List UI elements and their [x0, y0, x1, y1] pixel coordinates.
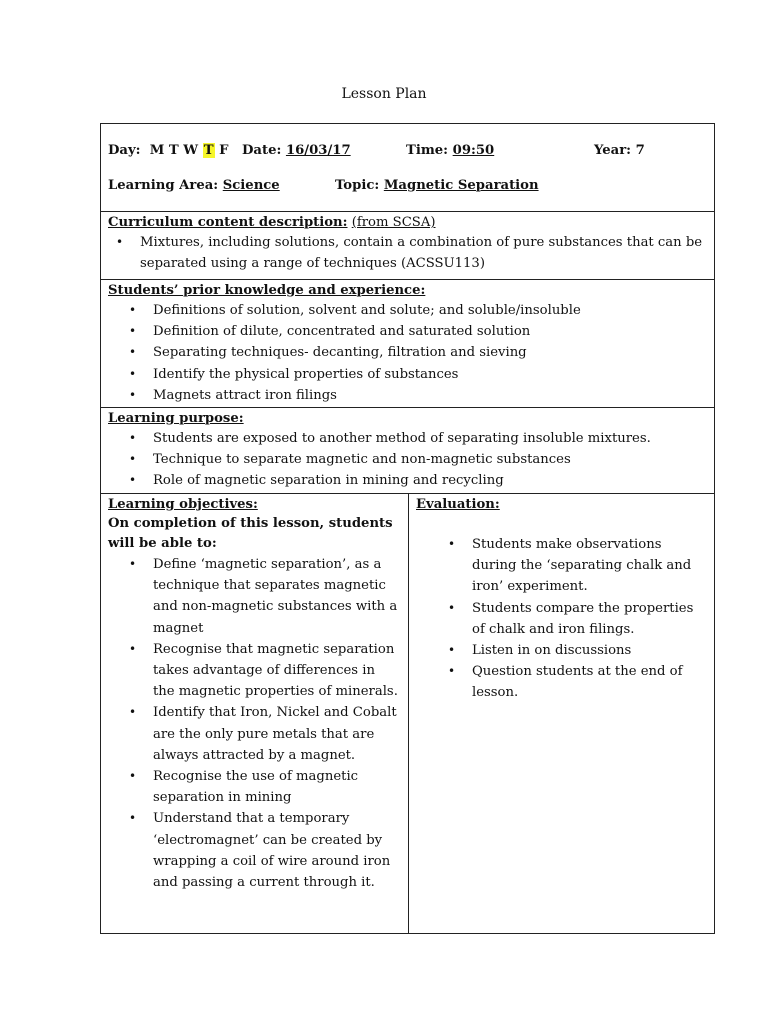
day-label: Day:	[108, 143, 141, 158]
objectives-list	[101, 554, 408, 893]
list-item: • Technique to separate magnetic and non-magnetic substances	[153, 449, 708, 470]
objectives-column	[101, 494, 409, 933]
time-label: Time:	[406, 143, 449, 158]
curriculum-heading	[101, 212, 714, 232]
list-item: • Understand that a temporary ‘electromagnet’ can be created by wrapping a coil of wire around iron and passing a current through it.	[153, 808, 400, 893]
topic-label: Topic:	[335, 178, 380, 193]
list-item: • Question students at the end of lesson.	[472, 661, 706, 703]
curriculum-section	[101, 212, 714, 280]
prior-knowledge-heading: Students’ prior knowledge and experience:	[108, 283, 426, 298]
learning-area-value: Science	[222, 178, 280, 193]
day-letters-before: M T W	[149, 143, 199, 158]
evaluation-column	[409, 494, 714, 933]
list-item: • Students make observations during the ‘separating chalk and iron’ experiment.	[472, 534, 706, 598]
evaluation-heading: Evaluation:	[416, 497, 500, 512]
date-value: 16/03/17	[285, 143, 351, 158]
learning-purpose-list	[101, 428, 714, 492]
list-item: • Identify the physical properties of substances	[153, 364, 708, 385]
year-value: 7	[635, 143, 645, 158]
objectives-evaluation-section	[101, 494, 714, 933]
prior-knowledge-section	[101, 280, 714, 408]
learning-purpose-section	[101, 408, 714, 494]
time-field	[406, 143, 494, 158]
list-item: • Identify that Iron, Nickel and Cobalt are the only pure metals that are always attracted by a magnet.	[153, 702, 400, 766]
date-label: Date:	[242, 143, 282, 158]
curriculum-heading-note: (from SCSA)	[351, 215, 436, 230]
time-value: 09:50	[452, 143, 495, 158]
topic-value: Magnetic Separation	[383, 178, 539, 193]
list-item: • Role of magnetic separation in mining and recycling	[153, 470, 708, 491]
list-item: • Separating techniques- decanting, filtration and sieving	[153, 342, 708, 363]
header-section	[101, 124, 714, 212]
day-field	[108, 143, 229, 158]
objectives-heading: Learning objectives:	[108, 497, 258, 512]
list-item: • Definition of dilute, concentrated and saturated solution	[153, 321, 708, 342]
list-item: • Magnets attract iron filings	[153, 385, 708, 406]
topic-field	[335, 178, 539, 193]
objectives-intro: On completion of this lesson, students will be able to:	[108, 516, 393, 551]
prior-knowledge-list	[101, 300, 714, 406]
list-item: • Listen in on discussions	[472, 640, 706, 661]
learning-purpose-heading: Learning purpose:	[108, 411, 244, 426]
date-field	[242, 143, 351, 158]
day-highlighted: T	[203, 143, 214, 158]
list-item: • Recognise that magnetic separation takes advantage of differences in the magnetic properties of minerals.	[153, 639, 400, 703]
day-letters-after: F	[219, 143, 229, 158]
list-item: • Mixtures, including solutions, contain a combination of pure substances that can be separated using a range of techniques (ACSSU113)	[140, 232, 708, 274]
learning-area-field	[108, 178, 280, 193]
evaluation-list	[409, 534, 714, 704]
curriculum-list	[101, 232, 714, 274]
list-item: • Define ‘magnetic separation’, as a technique that separates magnetic and non-magnetic substances with a magnet	[153, 554, 400, 639]
list-item: • Recognise the use of magnetic separation in mining	[153, 766, 400, 808]
learning-area-label: Learning Area:	[108, 178, 219, 193]
list-item: • Students are exposed to another method of separating insoluble mixtures.	[153, 428, 708, 449]
lesson-plan-table	[100, 123, 715, 934]
year-field	[594, 143, 645, 158]
list-item: • Definitions of solution, solvent and solute; and soluble/insoluble	[153, 300, 708, 321]
list-item: • Students compare the properties of chalk and iron filings.	[472, 598, 706, 640]
year-label: Year:	[594, 143, 632, 158]
curriculum-heading-label: Curriculum content description:	[108, 215, 348, 230]
page-title: Lesson Plan	[341, 86, 427, 102]
